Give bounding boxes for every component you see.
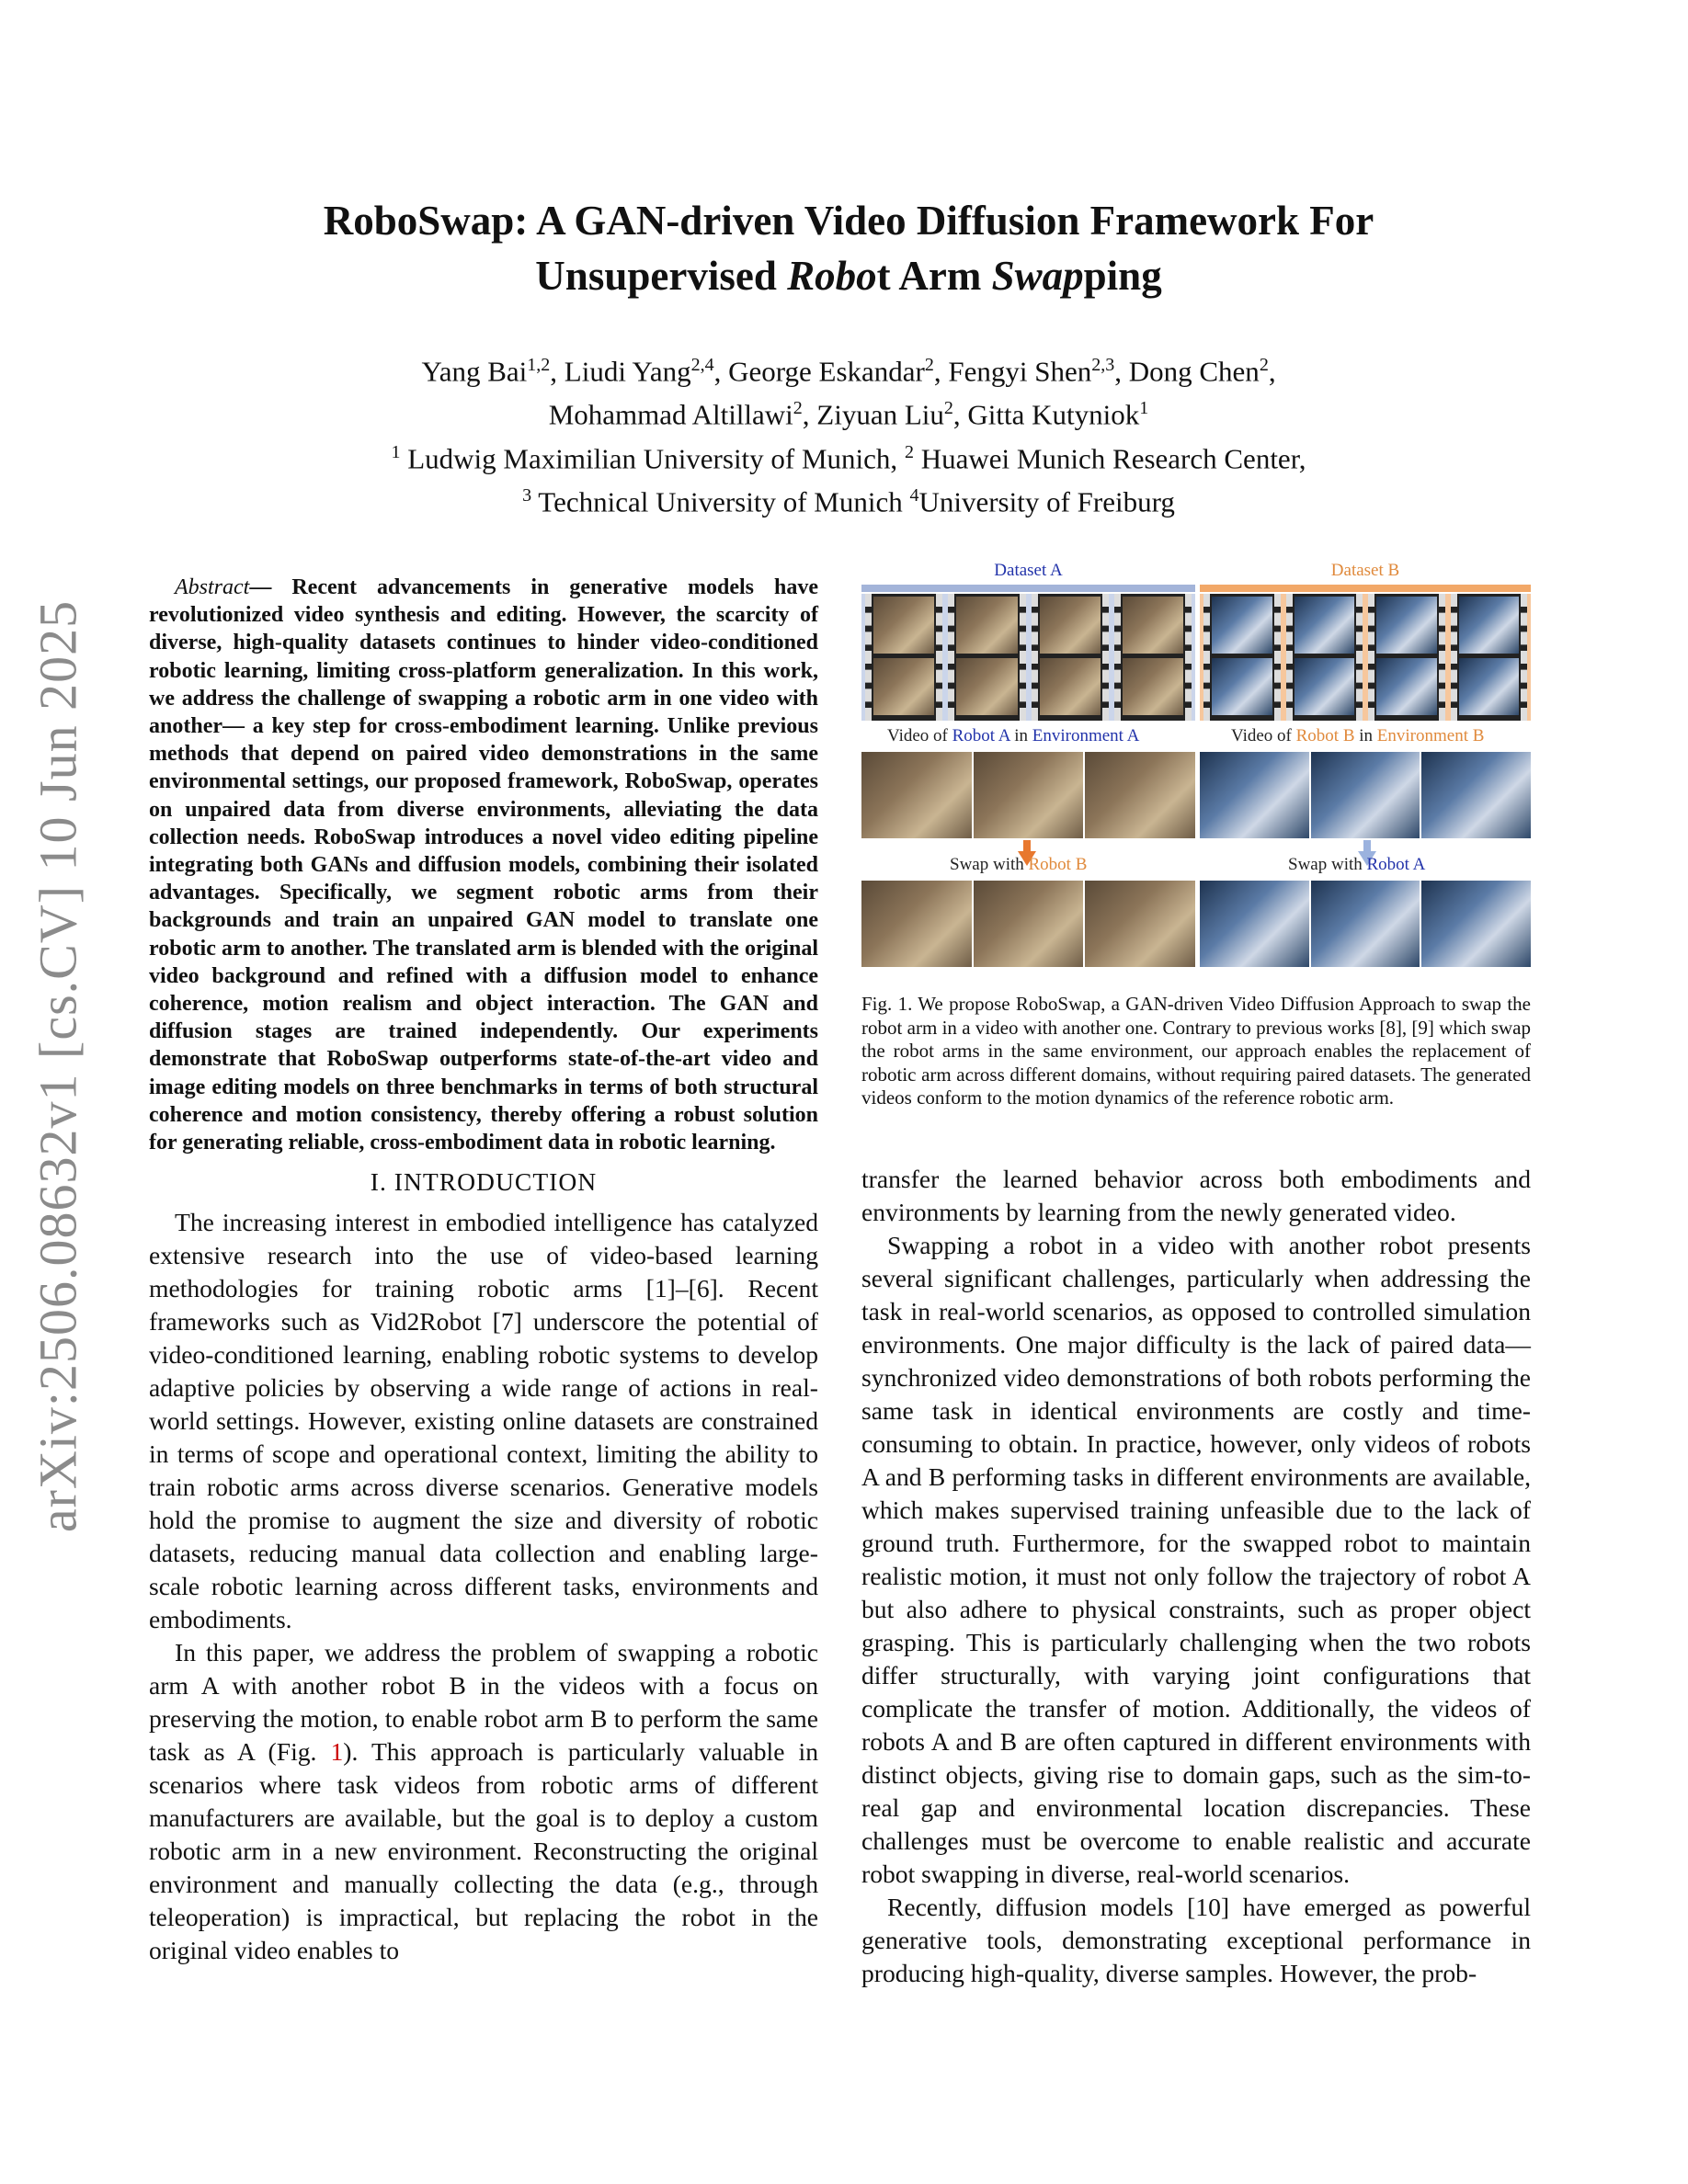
swapped-a-frames xyxy=(861,881,1195,967)
dataset-a-bar xyxy=(861,585,1195,592)
abstract: Abstract— Recent advancements in generative models have revolutionized video synthesis and editing. However, the scarcity of diverse, high-quality datasets continues to hinder video-conditioned robotic learning, limiting cross-platform generalization. In this work, we address the challenge of swapping a robotic arm in one video with another— a key step for cross-embodiment learning. Unlike previous methods that depend on paired video demonstrations in the same environmental settings, our proposed framework, RoboSwap, operates on unpaired data from diverse environments, alleviating the data collection needs. RoboSwap introduces a novel video editing pipeline integrating both GANs and diffusion models, combining their isolated advantages. Specifically, we segment robotic arms from their backgrounds and train an unpaired GAN model to translate one robotic arm to another. The translated arm is blended with the original video background and refined with a diffusion model to enhance coherence, motion realism and object interaction. The GAN and diffusion stages are trained independently. Our experiments demonstrate that RoboSwap outperforms state-of-the-art video and image editing models on three benchmarks in terms of both structural coherence and motion consistency, thereby offering a robust solution for generating reliable, cross-embodiment data in robotic learning. xyxy=(149,575,818,1155)
video-a-caption: Video of Robot A in Environment A xyxy=(887,726,1140,745)
swap-a-caption: Swap with Robot B xyxy=(950,855,1088,874)
dataset-a-label: Dataset A xyxy=(994,561,1063,580)
dataset-b-bar xyxy=(1200,585,1531,592)
affiliation-line-1: $^1$ Ludwig Maximilian University of Munich, $^2$ Huawei Munich Research Center, xyxy=(391,441,1306,474)
title-line-1: RoboSwap: A GAN-driven Video Diffusion Framework For xyxy=(323,198,1374,244)
dataset-b-label: Dataset B xyxy=(1330,561,1400,580)
video-b-caption: Video of Robot B in Environment B xyxy=(1231,726,1485,745)
left-column xyxy=(149,574,818,1967)
swap-b-caption: Swap with Robot A xyxy=(1288,855,1426,874)
video-a-frames xyxy=(861,752,1195,838)
paper-title xyxy=(147,193,1550,303)
intro-paragraph-2: In this paper, we address the problem of swapping a robotic arm A with another robot B in the videos with a focus on preserving the motion, to enable robot arm B to perform the same task as A (Fig. 1). This approach is particularly valuable in scenarios where task videos from robotic arms of different manufacturers are available, but the goal is to deploy a custom robotic arm in a new environment. Reconstructing the original environment and manually collecting the data (e.g., through teleoperation) is impractical, but replacing the robot in the original video enables to xyxy=(149,1638,818,1965)
intro-paragraph-3: transfer the learned behavior across both embodiments and environments by learning from the newly generated video. xyxy=(861,1165,1531,1226)
intro-paragraph-1: The increasing interest in embodied intelligence has catalyzed extensive research into the use of video-based learning methodologies for training robotic arms [1]–[6]. Recent frameworks such as Vid2Robot [7] underscore the potential of video-conditioned learning, enabling robotic systems to develop adaptive policies by observing a wide range of actions in real-world settings. However, existing online datasets are constrained in terms of scope and operational context, limiting the ability to train robotic arms across diverse scenarios. Generative models hold the promise to augment the size and diversity of robotic datasets, reducing manual data collection and enabling large-scale robotic learning across different tasks, environments and embodiments. xyxy=(149,1208,818,1634)
intro-paragraph-5: Recently, diffusion models [10] have emerged as powerful generative tools, demonstrating exceptional performance in producing high-quality, diverse samples. However, the prob- xyxy=(861,1893,1531,1987)
right-column xyxy=(861,1163,1531,1990)
figure-ref-link[interactable]: 1 xyxy=(330,1737,344,1767)
arxiv-sidebar xyxy=(17,579,99,1553)
video-b-frames xyxy=(1200,752,1531,838)
title-line-2: Unsupervised Robot Arm Swapping xyxy=(535,253,1162,299)
author-line-2: Mohammad Altillawi$^2$, Ziyuan Liu$^2$, Gitta Kutyniok$^1$ xyxy=(548,398,1149,431)
intro-paragraph-4: Swapping a robot in a video with another robot presents several significant challenges, particularly when addressing the task in real-world scenarios, as opposed to controlled simulation environments. One major difficulty is the lack of paired data— synchronized video demonstrations of both robots performing the same task in identical environments are costly and time-consuming to obtain. In practice, however, only videos of robots A and B performing tasks in different environments are available, which makes supervised training unfeasible due to the lack of ground truth. Furthermore, for the swapped robot to maintain realistic motion, it must not only follow the trajectory of robot A but also adhere to physical constraints, such as proper object grasping. This is particularly challenging when the two robots differ structurally, with varying joint configurations that complicate the transfer of motion. Additionally, the videos of robots A and B are often captured in different environments with distinct objects, giving rise to domain gaps, such as the sim-to-real gap and environmental location discrepancies. These challenges must be overcome to enable realistic and accurate robot swapping in diverse, real-world scenarios. xyxy=(861,1231,1531,1888)
affiliation-line-2: $^3$ Technical University of Munich $^4$University of Freiburg xyxy=(522,484,1175,518)
arxiv-identifier: arXiv:2506.08632v1 [cs.CV] 10 Jun 2025 xyxy=(28,599,88,1533)
figure-caption: Fig. 1. We propose RoboSwap, a GAN-driven Video Diffusion Approach to swap the robot arm in a video with another one. Contrary to previous works [8], [9] which swap the robot arms in the same environment, our approach enables the replacement of robotic arm across different domains, without requiring paired datasets. The generated videos conform to the motion dynamics of the reference robotic arm. xyxy=(861,993,1531,1109)
dataset-a-filmstrip xyxy=(861,594,1195,721)
author-block xyxy=(147,347,1550,520)
author-line-1: Yang Bai$^{1,2}$, Liudi Yang$^{2,4}$, George Eskandar$^2$, Fengyi Shen$^{2,3}$, Dong Chen$^2$, xyxy=(421,355,1276,388)
swapped-b-frames xyxy=(1200,881,1531,967)
section-heading-introduction: I. INTRODUCTION xyxy=(370,1167,598,1197)
dataset-b-filmstrip xyxy=(1200,594,1531,721)
figure-1 xyxy=(861,561,1531,970)
